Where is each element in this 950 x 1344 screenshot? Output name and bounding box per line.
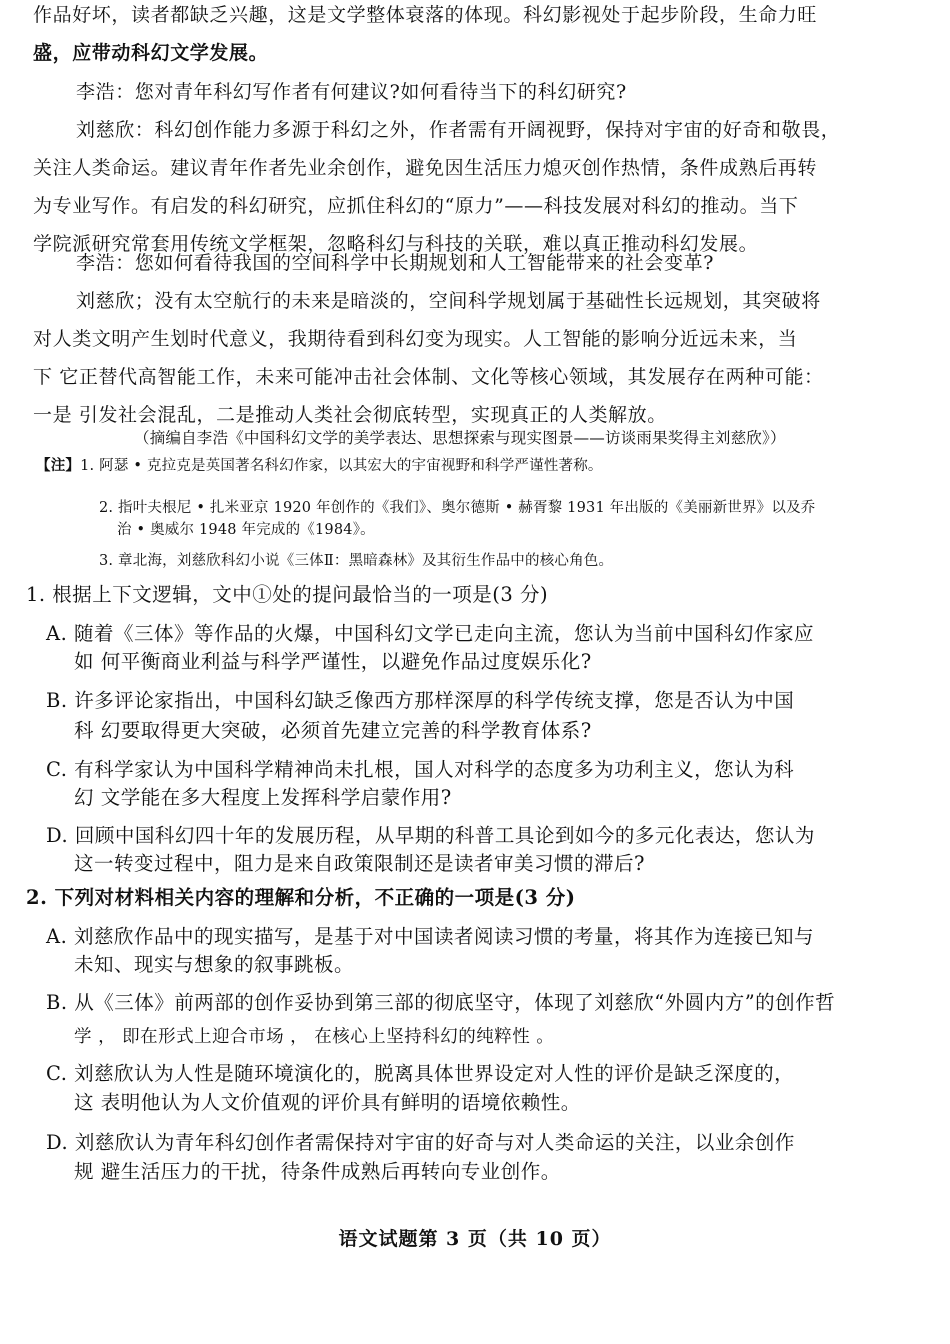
question-2-option-b-line-2: 学 ， 即在形式上迎合市场 ， 在核心上坚持科幻的纯粹性 。 [74, 1027, 555, 1047]
answer-advice-line-2: 关注人类命运。建议青年作者先业余创作，避免因生活压力熄灭创作热情，条件成熟后再转 [33, 157, 818, 179]
question-1-option-c-line-1: C. 有科学家认为中国科学精神尚未扎根，国人对科学的态度多为功利主义，您认为科 [46, 758, 795, 781]
question-1-option-b-line-2: 科 幻要取得更大突破，必须首先建立完善的科学教育体系? [74, 719, 592, 742]
answer-society-line-2: 对人类文明产生划时代意义，我期待看到科幻变为现实。人工智能的影响分近远未来，当 [33, 328, 798, 350]
notes-n1-text: 1. 阿瑟 • 克拉克是英国著名科幻作家，以其宏大的宇宙视野和科学严谨性著称。 [80, 458, 603, 474]
question-2-option-c-line-2: 这 表明他认为人文价值观的评价具有鲜明的语境依赖性。 [74, 1091, 581, 1114]
question-1-option-d-line-1: D. 回顾中国科幻四十年的发展历程，从早期的科普工具论到如今的多元化表达，您认为 [46, 824, 815, 847]
continuation-line-2: 盛，应带动科幻文学发展。 [33, 42, 269, 64]
question-1-option-a-line-2: 如 何平衡商业利益与科学严谨性，以避免作品过度娱乐化? [74, 650, 592, 673]
notes-note-3: 3. 章北海，刘慈欣科幻小说《三体Ⅱ：黑暗森林》及其衍生作品中的核心角色。 [99, 553, 614, 569]
notes-note-2-line-2: 治 • 奥威尔 1948 年完成的《1984》。 [117, 522, 375, 538]
question-2-option-b-line-1: B. 从《三体》前两部的创作妥协到第三部的彻底坚守，体现了刘慈欣“外圆内方”的创作哲 [46, 991, 836, 1014]
notes-label: 【注】 [36, 457, 81, 474]
question-1-option-c-line-2: 幻 文学能在多大程度上发挥科学启蒙作用? [74, 786, 452, 809]
answer-advice-line-3: 为专业写作。有启发的科幻研究，应抓住科幻的“原力”——科技发展对科幻的推动。当下 [33, 195, 799, 217]
question-1-stem: 1. 根据上下文逻辑，文中①处的提问最恰当的一项是(3 分) [26, 583, 549, 606]
question-2-stem: 2. 下列对材料相关内容的理解和分析，不正确的一项是(3 分) [26, 886, 576, 909]
continuation-line-1: 作品好坏，读者都缺乏兴趣，这是文学整体衰落的体现。科幻影视处于起步阶段，生命力旺 [33, 4, 818, 26]
question-2-option-a-line-2: 未知、现实与想象的叙事跳板。 [74, 953, 355, 976]
interviewer-question-society: 李浩：您如何看待我国的空间科学中长期规划和人工智能带来的社会变革? [76, 252, 714, 274]
answer-society-line-1: 刘慈欣；没有太空航行的未来是暗淡的，空间科学规划属于基础性长远规划，其突破将 [76, 290, 821, 312]
question-1-option-b-line-1: B. 许多评论家指出，中国科幻缺乏像西方那样深厚的科学传统支撑，您是否认为中国 [46, 689, 795, 712]
notes-note-2-line-1: 2. 指叶夫根尼 • 扎米亚京 1920 年创作的《我们》、奥尔德斯 • 赫胥黎 1931 年出版的《美丽新世界》以及乔 [99, 500, 816, 516]
question-2-option-c-line-1: C. 刘慈欣认为人性是随环境演化的，脱离具体世界设定对人性的评价是缺乏深度的， [46, 1062, 795, 1085]
answer-advice-line-1: 刘慈欣：科幻创作能力多源于科幻之外，作者需有开阔视野，保持对宇宙的好奇和敬畏， [76, 119, 841, 141]
question-1-option-d-line-2: 这一转变过程中，阻力是来自政策限制还是读者审美习惯的滞后? [74, 852, 645, 875]
question-2-option-d-line-1: D. 刘慈欣认为青年科幻创作者需保持对宇宙的好奇与对人类命运的关注，以业余创作 [46, 1131, 795, 1154]
source-citation: （摘编自李浩《中国科幻文学的美学表达、思想探索与现实图景——访谈雨果奖得主刘慈欣》） [134, 429, 786, 447]
question-1-option-a-line-1: A. 随着《三体》等作品的火爆，中国科幻文学已走向主流，您认为当前中国科幻作家应 [46, 622, 814, 645]
answer-advice-line-4: 学院派研究常套用传统文学框架，忽略科幻与科技的关联，难以真正推动科幻发展。 [33, 233, 759, 255]
question-2-option-a-line-1: A. 刘慈欣作品中的现实描写，是基于对中国读者阅读习惯的考量，将其作为连接已知与 [46, 925, 814, 948]
answer-society-line-4: 一是 引发社会混乱，二是推动人类社会彻底转型，实现真正的人类解放。 [33, 404, 667, 426]
notes-note-1 [36, 454, 603, 478]
page-footer: 语文试题第 3 页（共 10 页） [338, 1228, 612, 1250]
question-2-option-d-line-2: 规 避生活压力的干扰，待条件成熟后再转向专业创作。 [74, 1160, 561, 1183]
interviewer-question-advice: 李浩：您对青年科幻写作者有何建议?如何看待当下的科幻研究? [76, 81, 627, 103]
answer-society-line-3: 下 它正替代高智能工作，未来可能冲击社会体制、文化等核心领域，其发展存在两种可能： [33, 366, 824, 388]
